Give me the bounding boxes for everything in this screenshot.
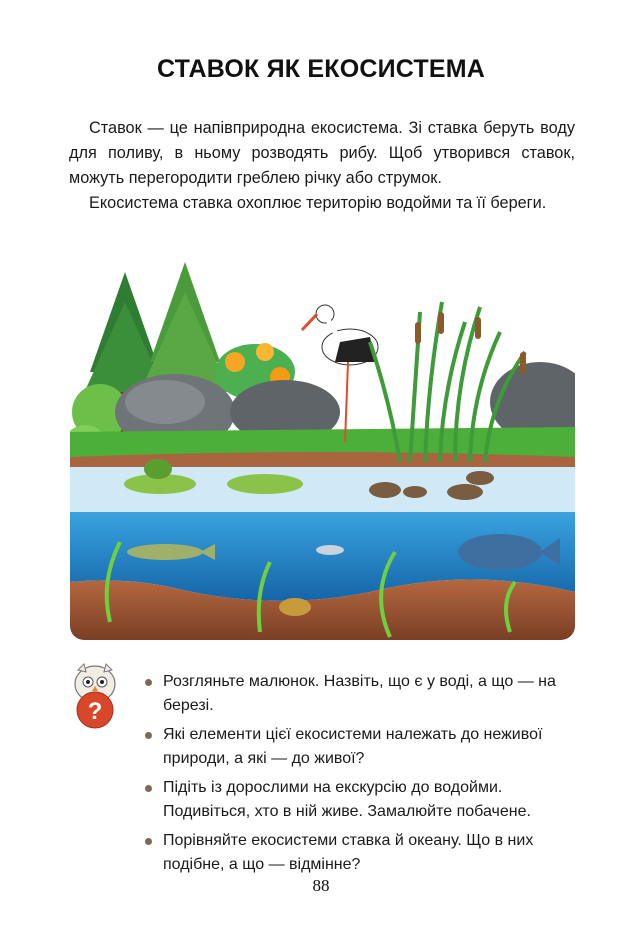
pond-ecosystem-illustration [70, 262, 575, 640]
bullet-icon [145, 732, 152, 739]
bullet-icon [145, 838, 152, 845]
lily-pad [227, 474, 303, 494]
list-item: Підіть із дорослими на екскурсію до водойми. Подивіться, хто в ній живе. Замалюйте побачене. [145, 776, 585, 824]
question-list [145, 670, 585, 882]
list-item: Які елементи цієї екосистеми належать до неживої природи, а які — до живої? [145, 723, 585, 771]
list-item: Розгляньте малюнок. Назвіть, що є у воді, а що — на березі. [145, 670, 585, 718]
bullet-icon [145, 679, 152, 686]
page-title: СТАВОК ЯК ЕКОСИСТЕМА [156, 55, 486, 83]
paragraph-2: Екосистема ставка охоплює територію водойми та її береги. [89, 194, 547, 212]
paragraph-1: Ставок — це напівприродна екосистема. Зі ставка беруть воду для поливу, в ньому розводять рибу. Щоб утворився ставок, можуть перегородити греблею річку або струмок. [69, 119, 575, 187]
frog [144, 459, 172, 479]
svg-text:?: ? [87, 698, 103, 725]
list-item: Порівняйте екосистеми ставка й океану. Що в них подібне, а що — відмінне? [145, 829, 585, 877]
bullet-icon [145, 785, 152, 792]
owl-question-icon [70, 662, 120, 732]
page-number: 88 [312, 876, 330, 895]
